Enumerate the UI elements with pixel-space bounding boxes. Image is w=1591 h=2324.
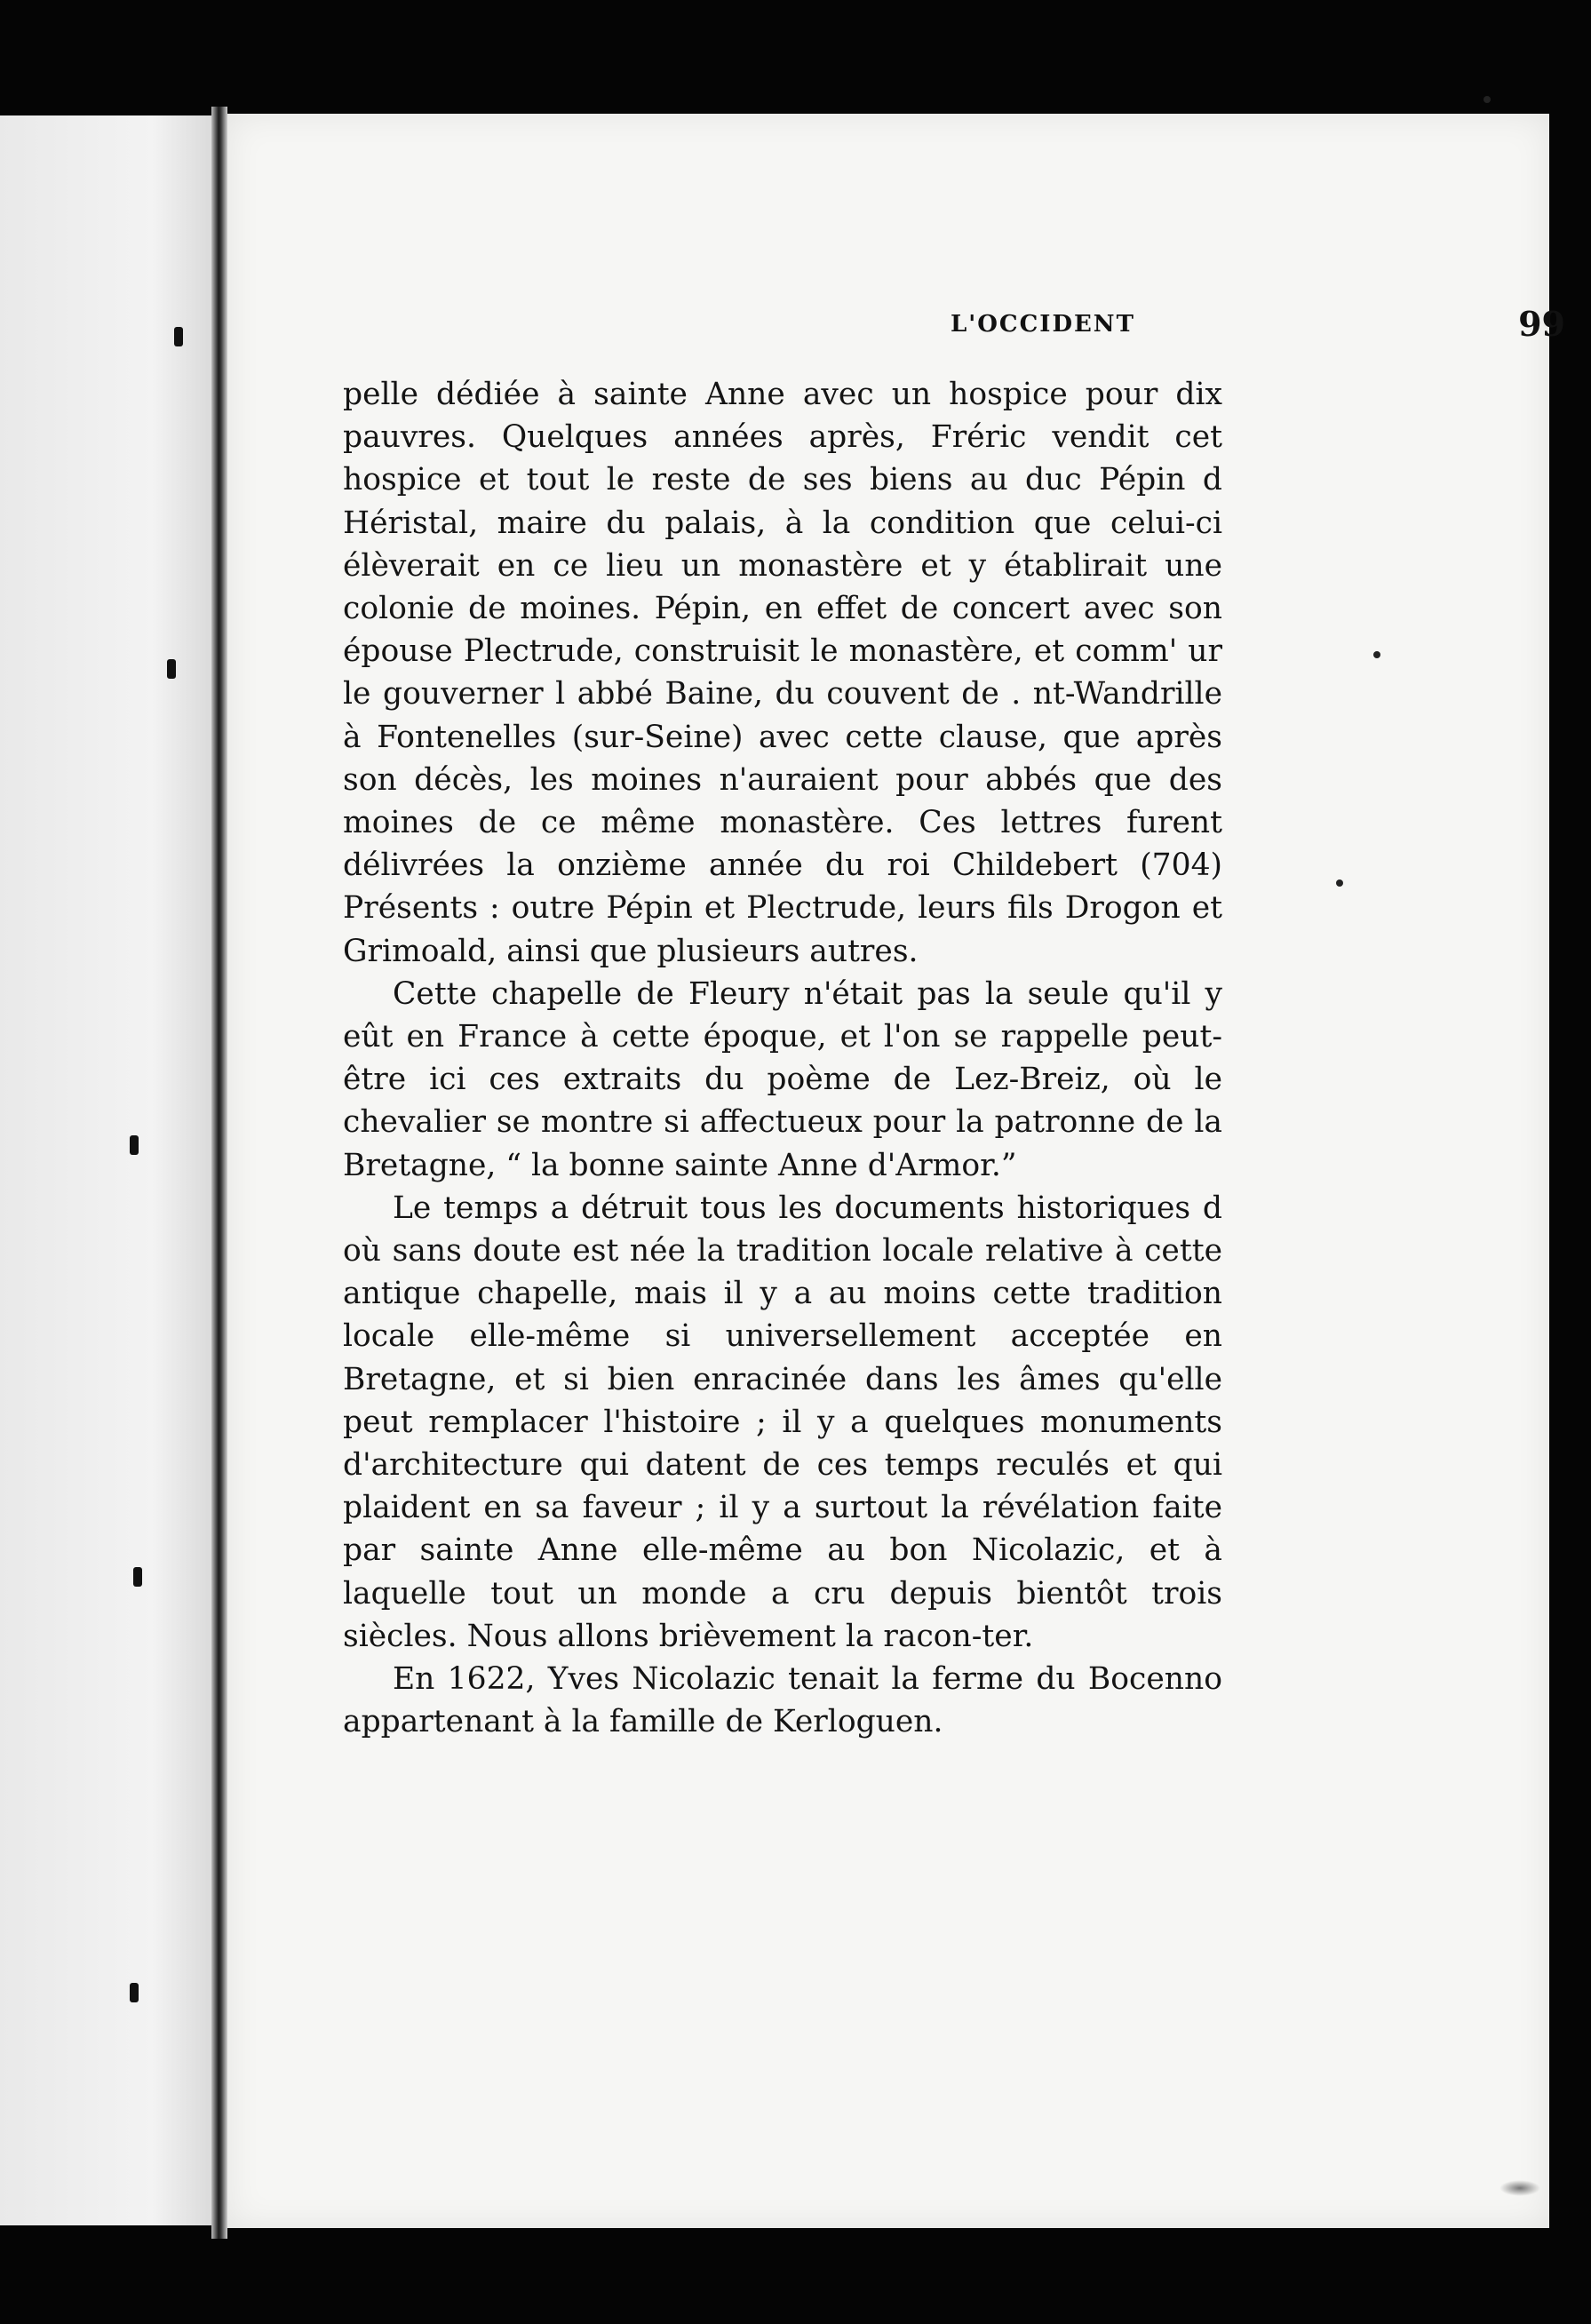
margin-mark (167, 659, 176, 679)
scan-speck (1336, 879, 1343, 887)
book-gutter (211, 107, 227, 2239)
paragraph: En 1622, Yves Nicolazic tenait la ferme du Bocenno appartenant à la famille de Kerloguen. (343, 1661, 1222, 1740)
scan-smudge (1500, 2180, 1540, 2196)
margin-mark (133, 1567, 142, 1587)
scan-speck (1373, 651, 1380, 658)
previous-page-edge (0, 115, 218, 2225)
scan-speck (1484, 96, 1491, 103)
page-header (339, 304, 1565, 364)
paragraph: Le temps a détruit tous les documents historiques d où sans doute est née la tradition locale relative à cette antique chapelle, mais il y a au moins cette tradition locale elle-même si universellement acceptée en Bretagne, et si bien enracinée dans les âmes qu'elle peut remplacer l'histoire ; il y a quelques monuments d'architecture qui datent de ces temps reculés et qui plaident en sa faveur ; il y a surtout la révélation faite par sainte Anne elle-même au bon Nicolazic, et à laquelle tout un monde a cru depuis bientôt trois siècles. Nous allons brièvement la racon-ter. (343, 1190, 1222, 1654)
margin-mark (130, 1135, 139, 1155)
running-title: L'OCCIDENT (951, 311, 1135, 338)
margin-mark (130, 1983, 139, 2002)
page-number: 99 (1518, 304, 1565, 344)
page-body (343, 373, 1222, 1744)
paragraph: Cette chapelle de Fleury n'était pas la seule qu'il y eût en France à cette époque, et l'on se rappelle peut-être ici ces extraits du poème de Lez-Breiz, où le chevalier se montre si affectueux pour la patronne de la Bretagne, “ la bonne sainte Anne d'Armor.” (343, 975, 1222, 1183)
book-page (227, 114, 1565, 2228)
margin-mark (174, 327, 183, 346)
paragraph: pelle dédiée à sainte Anne avec un hospice pour dix pauvres. Quelques années après, Fréric vendit cet hospice et tout le reste de ses biens au duc Pépin d Héristal, maire du palais, à la condition que celui-ci élèverait en ce lieu un monastère et y établirait une colonie de moines. Pépin, en effet de concert avec son épouse Plectrude, construisit le monastère, et comm' ur le gouverner l abbé Baine, du couvent de . nt-Wandrille à Fontenelles (sur-Seine) avec cette clause, que après son décès, les moines n'auraient pour abbés que des moines de ce même monastère. Ces lettres furent délivrées la onzième année du roi Childebert (704) Présents : outre Pépin et Plectrude, leurs fils Drogon et Grimoald, ainsi que plusieurs autres. (343, 377, 1222, 969)
